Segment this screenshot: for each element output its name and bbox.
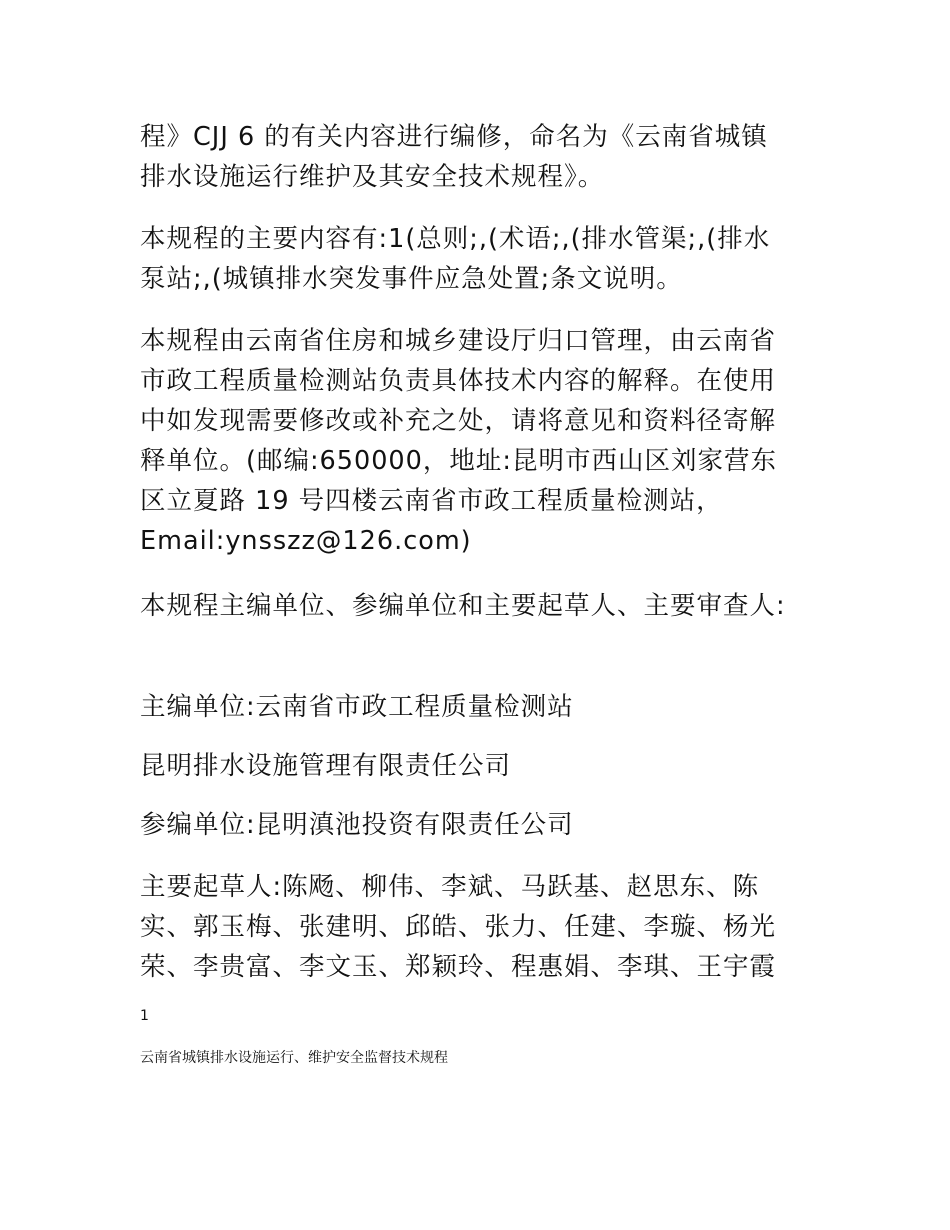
text-line: 中如发现需要修改或补充之处，请将意见和资料径寄解	[140, 406, 777, 436]
text-line: 程》CJJ 6 的有关内容进行编修，命名为《云南省城镇	[140, 122, 768, 152]
drafters-paragraph	[140, 867, 820, 987]
text-line: Email:ynsszz@126.com)	[140, 526, 472, 556]
text-line: 市政工程质量检测站负责具体技术内容的解释。在使用	[140, 366, 777, 396]
text-line: 泵站;,(城镇排水突发事件应急处置;条文说明。	[140, 264, 683, 294]
text-line: 实、郭玉梅、张建明、邱皓、张力、任建、李璇、杨光	[140, 912, 777, 942]
text-line: 释单位。(邮编:650000，地址:昆明市西山区刘家营东	[140, 446, 777, 476]
text-line: 本规程的主要内容有:1(总则;,(术语;,(排水管渠;,(排水	[140, 224, 771, 254]
text-line: 排水设施运行维护及其安全技术规程》。	[140, 162, 605, 192]
contents-paragraph	[140, 219, 820, 299]
chief-editor-second-paragraph	[140, 746, 820, 786]
text-line: 荣、李贵富、李文玉、郑颖玲、程惠娟、李琪、王宇霞	[140, 952, 777, 982]
page-number: 1	[140, 1008, 149, 1024]
text-line: 本规程由云南省住房和城乡建设厅归口管理，由云南省	[140, 326, 777, 356]
intro-paragraph	[140, 117, 820, 197]
text-line: 区立夏路 19 号四楼云南省市政工程质量检测站，	[140, 486, 723, 516]
text-line: 参编单位:昆明滇池投资有限责任公司	[140, 810, 574, 840]
participating-unit-paragraph	[140, 805, 820, 845]
text-line: 昆明排水设施管理有限责任公司	[140, 751, 512, 781]
running-footer-title: 云南省城镇排水设施运行、维护安全监督技术规程	[140, 1050, 448, 1066]
text-line: 主编单位:云南省市政工程质量检测站	[140, 692, 574, 722]
management-paragraph	[140, 321, 820, 561]
units-heading-paragraph	[140, 586, 820, 626]
chief-editor-paragraph	[140, 687, 820, 727]
text-line: 本规程主编单位、参编单位和主要起草人、主要审查人:	[140, 591, 786, 621]
text-line: 主要起草人:陈飏、柳伟、李斌、马跃基、赵思东、陈	[140, 872, 760, 902]
